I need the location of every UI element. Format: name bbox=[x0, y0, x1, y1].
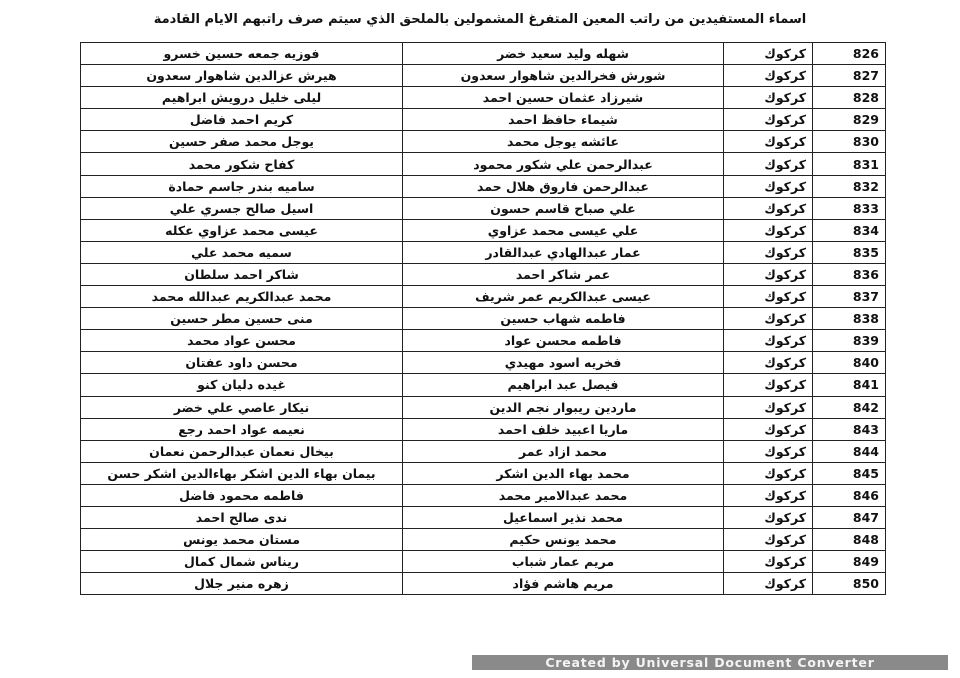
beneficiary-name-cell: مريم عمار شباب bbox=[403, 551, 724, 573]
beneficiary-name-cell: محمد بهاء الدين اشكر bbox=[403, 462, 724, 484]
companion-name-cell: نيكار عاصي علي خضر bbox=[81, 396, 403, 418]
companion-name-cell: بيخال نعمان عبدالرحمن نعمان bbox=[81, 440, 403, 462]
city-cell: كركوك bbox=[724, 506, 813, 528]
companion-name-cell: منى حسين مطر حسين bbox=[81, 308, 403, 330]
beneficiary-name-cell: مريم هاشم فؤاد bbox=[403, 573, 724, 595]
companion-name-cell: زهره منير جلال bbox=[81, 573, 403, 595]
beneficiary-name-cell: فاطمه شهاب حسين bbox=[403, 308, 724, 330]
companion-name-cell: محسن عواد محمد bbox=[81, 330, 403, 352]
beneficiary-name-cell: محمد نذير اسماعيل bbox=[403, 506, 724, 528]
city-cell: كركوك bbox=[724, 241, 813, 263]
serial-number-cell: 829 bbox=[813, 109, 886, 131]
beneficiary-name-cell: فخريه اسود مهيدي bbox=[403, 352, 724, 374]
city-cell: كركوك bbox=[724, 462, 813, 484]
city-cell: كركوك bbox=[724, 219, 813, 241]
companion-name-cell: كفاح شكور محمد bbox=[81, 153, 403, 175]
beneficiary-name-cell: عمر شاكر احمد bbox=[403, 263, 724, 285]
beneficiary-name-cell: شيماء حافظ احمد bbox=[403, 109, 724, 131]
serial-number-cell: 843 bbox=[813, 418, 886, 440]
city-cell: كركوك bbox=[724, 109, 813, 131]
beneficiaries-table bbox=[80, 42, 886, 595]
serial-number-cell: 839 bbox=[813, 330, 886, 352]
table-row bbox=[81, 263, 886, 285]
table-row bbox=[81, 440, 886, 462]
beneficiary-name-cell: عائشه يوجل محمد bbox=[403, 131, 724, 153]
table-row bbox=[81, 286, 886, 308]
companion-name-cell: ليلى خليل درويش ابراهيم bbox=[81, 87, 403, 109]
beneficiary-name-cell: فاطمه محسن عواد bbox=[403, 330, 724, 352]
companion-name-cell: مستان محمد يونس bbox=[81, 529, 403, 551]
serial-number-cell: 834 bbox=[813, 219, 886, 241]
city-cell: كركوك bbox=[724, 418, 813, 440]
serial-number-cell: 840 bbox=[813, 352, 886, 374]
serial-number-cell: 830 bbox=[813, 131, 886, 153]
serial-number-cell: 845 bbox=[813, 462, 886, 484]
beneficiary-name-cell: شيرزاد عثمان حسين احمد bbox=[403, 87, 724, 109]
beneficiary-name-cell: محمد عبدالامير محمد bbox=[403, 484, 724, 506]
table-row bbox=[81, 396, 886, 418]
companion-name-cell: عيسى محمد عزاوي عكله bbox=[81, 219, 403, 241]
serial-number-cell: 847 bbox=[813, 506, 886, 528]
serial-number-cell: 838 bbox=[813, 308, 886, 330]
companion-name-cell: نعيمه عواد احمد رجع bbox=[81, 418, 403, 440]
table-row bbox=[81, 374, 886, 396]
city-cell: كركوك bbox=[724, 484, 813, 506]
city-cell: كركوك bbox=[724, 87, 813, 109]
serial-number-cell: 826 bbox=[813, 43, 886, 65]
city-cell: كركوك bbox=[724, 529, 813, 551]
table-row bbox=[81, 65, 886, 87]
companion-name-cell: كريم احمد فاضل bbox=[81, 109, 403, 131]
city-cell: كركوك bbox=[724, 65, 813, 87]
city-cell: كركوك bbox=[724, 352, 813, 374]
city-cell: كركوك bbox=[724, 308, 813, 330]
serial-number-cell: 828 bbox=[813, 87, 886, 109]
serial-number-cell: 836 bbox=[813, 263, 886, 285]
companion-name-cell: محمد عبدالكريم عبدالله محمد bbox=[81, 286, 403, 308]
beneficiary-name-cell: عبدالرحمن فاروق هلال حمد bbox=[403, 175, 724, 197]
table-row bbox=[81, 109, 886, 131]
companion-name-cell: يوجل محمد صفر حسين bbox=[81, 131, 403, 153]
city-cell: كركوك bbox=[724, 263, 813, 285]
beneficiary-name-cell: علي صباح قاسم حسون bbox=[403, 197, 724, 219]
table-row bbox=[81, 197, 886, 219]
serial-number-cell: 841 bbox=[813, 374, 886, 396]
table-row bbox=[81, 529, 886, 551]
companion-name-cell: سميه محمد علي bbox=[81, 241, 403, 263]
serial-number-cell: 844 bbox=[813, 440, 886, 462]
companion-name-cell: ساميه بندر جاسم حمادة bbox=[81, 175, 403, 197]
table-row bbox=[81, 43, 886, 65]
table-row bbox=[81, 352, 886, 374]
table-row bbox=[81, 418, 886, 440]
beneficiary-name-cell: محمد ازاد عمر bbox=[403, 440, 724, 462]
table-row bbox=[81, 131, 886, 153]
table-row bbox=[81, 241, 886, 263]
serial-number-cell: 832 bbox=[813, 175, 886, 197]
beneficiary-name-cell: عبدالرحمن علي شكور محمود bbox=[403, 153, 724, 175]
table-row bbox=[81, 573, 886, 595]
table-row bbox=[81, 462, 886, 484]
serial-number-cell: 849 bbox=[813, 551, 886, 573]
table-row bbox=[81, 175, 886, 197]
city-cell: كركوك bbox=[724, 131, 813, 153]
serial-number-cell: 827 bbox=[813, 65, 886, 87]
city-cell: كركوك bbox=[724, 286, 813, 308]
companion-name-cell: غيده دليان كنو bbox=[81, 374, 403, 396]
watermark-banner: Created by Universal Document Converter bbox=[472, 655, 948, 670]
companion-name-cell: بيمان بهاء الدين اشكر بهاءالدين اشكر حسن bbox=[81, 462, 403, 484]
companion-name-cell: محسن داود عفتان bbox=[81, 352, 403, 374]
serial-number-cell: 848 bbox=[813, 529, 886, 551]
city-cell: كركوك bbox=[724, 330, 813, 352]
companion-name-cell: هيرش عزالدين شاهوار سعدون bbox=[81, 65, 403, 87]
companion-name-cell: ريناس شمال كمال bbox=[81, 551, 403, 573]
beneficiary-name-cell: عمار عبدالهادي عبدالقادر bbox=[403, 241, 724, 263]
serial-number-cell: 835 bbox=[813, 241, 886, 263]
table-row bbox=[81, 484, 886, 506]
beneficiary-name-cell: علي عيسى محمد عزاوي bbox=[403, 219, 724, 241]
table-row bbox=[81, 308, 886, 330]
beneficiary-name-cell: محمد يونس حكيم bbox=[403, 529, 724, 551]
serial-number-cell: 850 bbox=[813, 573, 886, 595]
companion-name-cell: ندى صالح احمد bbox=[81, 506, 403, 528]
companion-name-cell: شاكر احمد سلطان bbox=[81, 263, 403, 285]
city-cell: كركوك bbox=[724, 374, 813, 396]
serial-number-cell: 842 bbox=[813, 396, 886, 418]
table-row bbox=[81, 330, 886, 352]
city-cell: كركوك bbox=[724, 573, 813, 595]
serial-number-cell: 833 bbox=[813, 197, 886, 219]
table-row bbox=[81, 551, 886, 573]
table-row bbox=[81, 153, 886, 175]
table-row bbox=[81, 219, 886, 241]
beneficiary-name-cell: شورش فخرالدين شاهوار سعدون bbox=[403, 65, 724, 87]
companion-name-cell: اسيل صالح جسري علي bbox=[81, 197, 403, 219]
serial-number-cell: 831 bbox=[813, 153, 886, 175]
serial-number-cell: 837 bbox=[813, 286, 886, 308]
beneficiary-name-cell: فيصل عبد ابراهيم bbox=[403, 374, 724, 396]
city-cell: كركوك bbox=[724, 153, 813, 175]
beneficiary-name-cell: عيسى عبدالكريم عمر شريف bbox=[403, 286, 724, 308]
companion-name-cell: فاطمه محمود فاضل bbox=[81, 484, 403, 506]
serial-number-cell: 846 bbox=[813, 484, 886, 506]
city-cell: كركوك bbox=[724, 175, 813, 197]
page-title: اسماء المستفيدين من راتب المعين المتفرغ المشمولين بالملحق الذي سيتم صرف راتبهم الايام القادمة bbox=[153, 12, 807, 27]
city-cell: كركوك bbox=[724, 551, 813, 573]
city-cell: كركوك bbox=[724, 396, 813, 418]
companion-name-cell: فوزيه جمعه حسين خسرو bbox=[81, 43, 403, 65]
table-row bbox=[81, 87, 886, 109]
table-row bbox=[81, 506, 886, 528]
beneficiary-name-cell: ماردين ريبوار نجم الدين bbox=[403, 396, 724, 418]
city-cell: كركوك bbox=[724, 197, 813, 219]
beneficiary-name-cell: ماريا اعبيد خلف احمد bbox=[403, 418, 724, 440]
beneficiary-name-cell: شهله وليد سعيد خضر bbox=[403, 43, 724, 65]
table-body bbox=[81, 43, 886, 595]
city-cell: كركوك bbox=[724, 43, 813, 65]
city-cell: كركوك bbox=[724, 440, 813, 462]
